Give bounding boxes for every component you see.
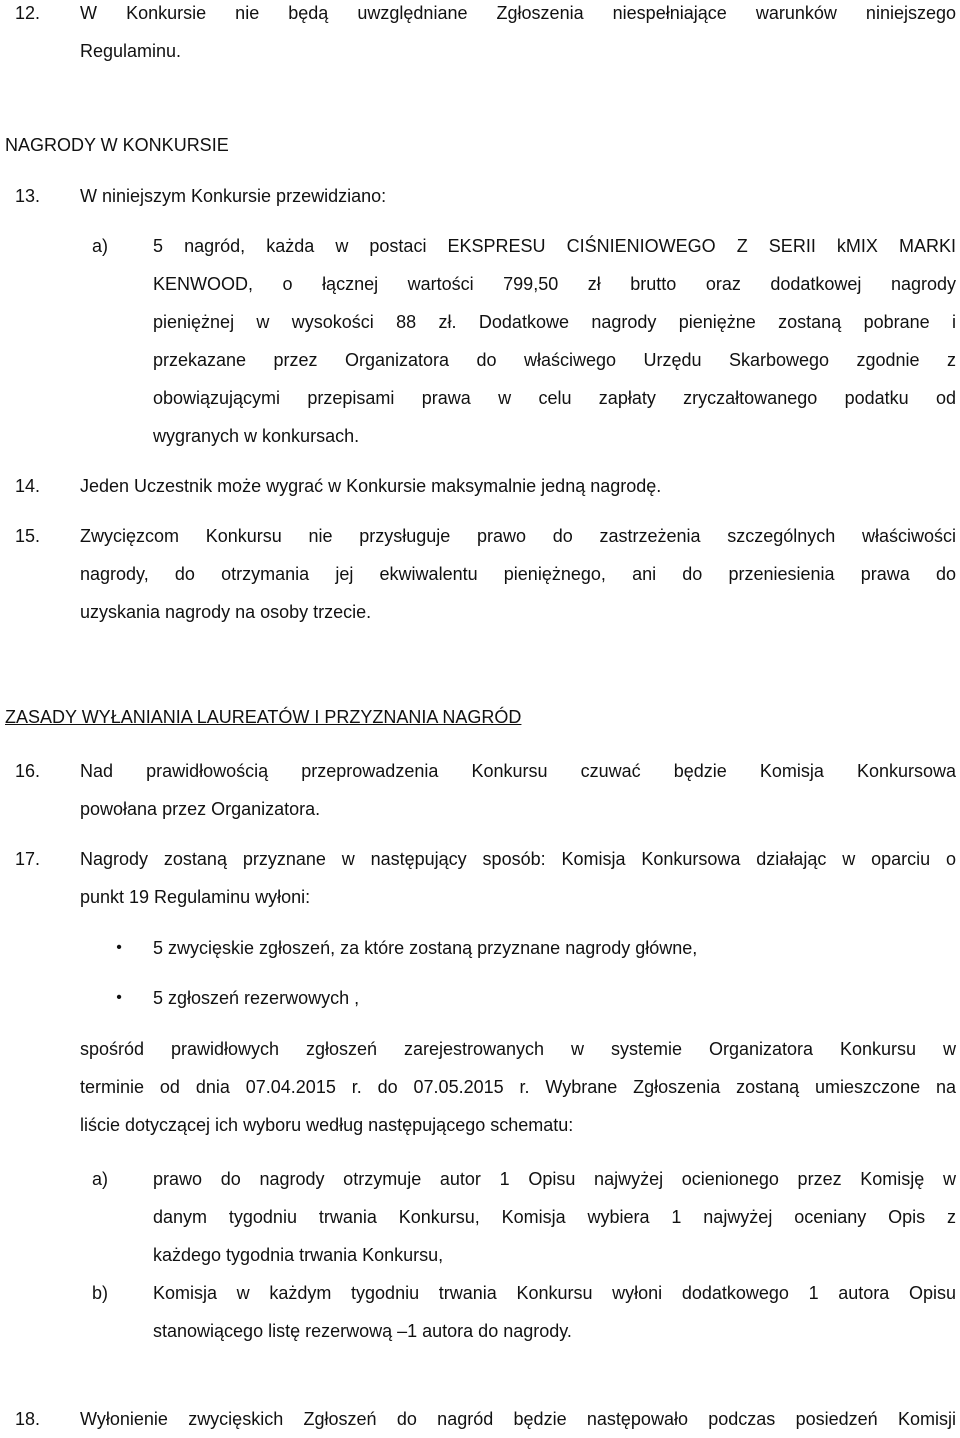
paragraph-line: nagrody, do otrzymania jej ekwiwalentu pieniężnego, ani do przeniesienia prawa do <box>80 564 956 584</box>
paragraph-number: 18. <box>14 1409 40 1429</box>
list-line: 5 nagród, każda w postaci EKSPRESU CIŚNIENIOWEGO Z SERII kMIX MARKI <box>153 236 956 256</box>
paragraph-line: Nad prawidłowością przeprowadzenia Konkursu czuwać będzie Komisja Konkursowa <box>80 761 956 781</box>
bullet-text: 5 zwycięskie zgłoszeń, za które zostaną przyznane nagrody główne, <box>153 938 698 958</box>
list-line: KENWOOD, o łącznej wartości 799,50 zł brutto oraz dodatkowej nagrody <box>153 274 956 294</box>
paragraph-line: W Konkursie nie będą uwzględniane Zgłoszenia niespełniające warunków niniejszego <box>80 3 956 23</box>
paragraph-14 <box>0 467 960 505</box>
bullet-icon: • <box>116 939 122 956</box>
paragraph-line: uzyskania nagrody na osoby trzecie. <box>80 602 372 622</box>
paragraph-line: Wyłonienie zwycięskich Zgłoszeń do nagród będzie następowało podczas posiedzeń Komisji <box>80 1409 956 1429</box>
paragraph-line: terminie od dnia 07.04.2015 r. do 07.05.2015 r. Wybrane Zgłoszenia zostaną umieszczone na <box>80 1077 956 1097</box>
paragraph-number: 15. <box>14 526 40 546</box>
paragraph-line: Zwycięzcom Konkursu nie przysługuje prawo do zastrzeżenia szczególnych właściwości <box>80 526 956 546</box>
paragraph-line: spośród prawidłowych zgłoszeń zarejestrowanych w systemie Organizatora Konkursu w <box>80 1039 956 1059</box>
section-heading-prizes <box>0 126 960 164</box>
list-item-13a <box>0 227 960 455</box>
list-label: a) <box>92 236 109 256</box>
paragraph-line: Regulaminu. <box>80 41 182 61</box>
bullet-item-winners <box>0 929 960 967</box>
list-line: przekazane przez Organizatora do właściwego Urzędu Skarbowego zgodnie z <box>153 350 956 370</box>
paragraph-12 <box>0 0 960 70</box>
list-line: obowiązującymi przepisami prawa w celu zapłaty zryczałtowanego podatku od <box>153 388 956 408</box>
paragraph-15 <box>0 517 960 631</box>
list-line: danym tygodniu trwania Konkursu, Komisja wybiera 1 najwyżej oceniany Opis z <box>153 1207 956 1227</box>
paragraph-13 <box>0 177 960 215</box>
paragraph-line: punkt 19 Regulaminu wyłoni: <box>80 887 311 907</box>
paragraph-line: W niniejszym Konkursie przewidziano: <box>80 186 387 206</box>
bullet-text: 5 zgłoszeń rezerwowych , <box>153 988 360 1008</box>
paragraph-number: 17. <box>14 849 40 869</box>
paragraph-number: 13. <box>14 186 40 206</box>
list-line: wygranych w konkursach. <box>153 426 360 446</box>
paragraph-line: powołana przez Organizatora. <box>80 799 321 819</box>
list-line: stanowiącego listę rezerwową –1 autora do nagrody. <box>153 1321 572 1341</box>
paragraph-number: 16. <box>14 761 40 781</box>
list-label: b) <box>92 1283 109 1303</box>
list-item-17a <box>0 1160 960 1274</box>
heading-text: NAGRODY W KONKURSIE <box>5 135 229 155</box>
paragraph-17-continuation <box>0 1030 960 1144</box>
paragraph-18 <box>0 1400 960 1438</box>
list-label: a) <box>92 1169 109 1189</box>
list-line: pieniężnej w wysokości 88 zł. Dodatkowe nagrody pieniężne zostaną pobrane i <box>153 312 956 332</box>
paragraph-line: Nagrody zostaną przyznane w następujący sposób: Komisja Konkursowa działając w oparciu o <box>80 849 956 869</box>
list-line: Komisja w każdym tygodniu trwania Konkursu wyłoni dodatkowego 1 autora Opisu <box>153 1283 956 1303</box>
bullet-item-reserve <box>0 979 960 1017</box>
paragraph-line: liście dotyczącej ich wyboru według następującego schematu: <box>80 1115 574 1135</box>
list-line: każdego tygodnia trwania Konkursu, <box>153 1245 444 1265</box>
paragraph-16 <box>0 752 960 828</box>
list-line: prawo do nagrody otrzymuje autor 1 Opisu najwyżej ocienionego przez Komisję w <box>153 1169 956 1189</box>
paragraph-17 <box>0 840 960 916</box>
section-heading-rules <box>0 698 960 736</box>
list-item-17b <box>0 1274 960 1350</box>
bullet-icon: • <box>116 989 122 1006</box>
paragraph-number: 14. <box>14 476 40 496</box>
paragraph-number: 12. <box>14 3 40 23</box>
paragraph-line: Jeden Uczestnik może wygrać w Konkursie maksymalnie jedną nagrodę. <box>80 476 662 496</box>
heading-text: ZASADY WYŁANIANIA LAUREATÓW I PRZYZNANIA NAGRÓD <box>5 707 522 727</box>
